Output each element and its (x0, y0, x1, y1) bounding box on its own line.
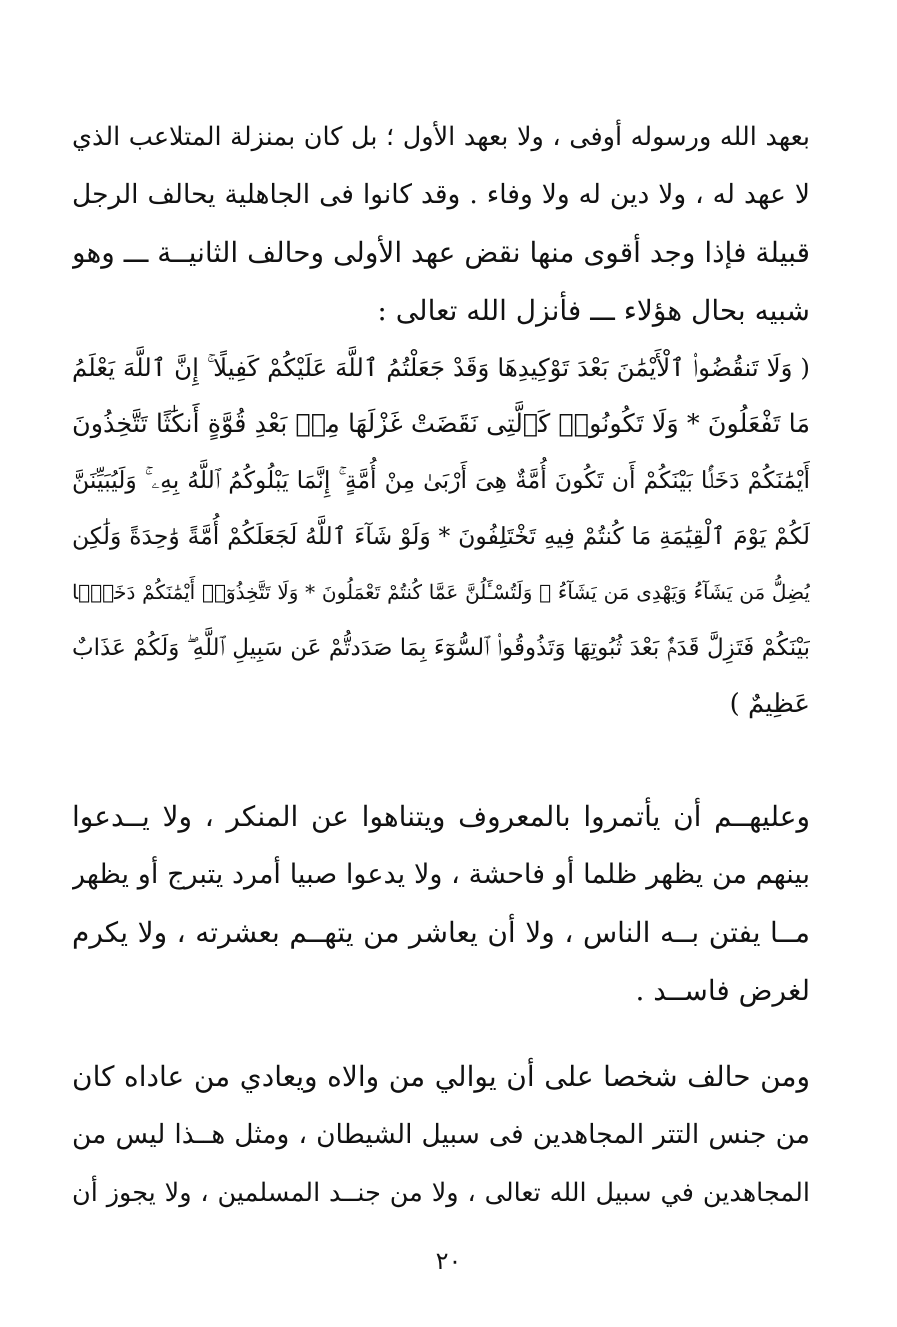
quran-quote (72, 340, 810, 732)
text-line: من جنس التتر المجاهدين فى سبيل الشيطان ، ومثل هــذا ليس من (72, 1119, 810, 1150)
text-line: لغرض فاســد . (635, 974, 810, 1007)
paragraph-1 (72, 108, 810, 340)
text-line: لا عهد له ، ولا دين له ولا وفاء . وقد كانوا فى الجاهلية يحالف الرجل (72, 179, 810, 210)
quran-line: ( وَلَا تَنقُضُوا۟ ٱلْأَيْمَٰنَ بَعْدَ تَوْكِيدِهَا وَقَدْ جَعَلْتُمُ ٱللَّهَ عَلَيْكُمْ كَفِيلًا ۚ إِنَّ ٱللَّهَ يَعْلَمُ (72, 353, 810, 382)
paragraph-2 (72, 788, 810, 1020)
text-line: قبيلة فإذا وجد أقوى منها نقض عهد الأولى وحالف الثانيــة ـــ وهو (72, 236, 810, 269)
text-line: وعليهــم أن يأتمروا بالمعروف ويتناهوا عن المنكر ، ولا يــدعوا (72, 800, 810, 833)
text-line: شبيه بحال هؤلاء ـــ فأنزل الله تعالى : (377, 294, 810, 327)
quran-line: أَيْمَٰنَكُمْ دَخَلًۢا بَيْنَكُمْ أَن تَكُونَ أُمَّةٌ هِىَ أَرْبَىٰ مِنْ أُمَّةٍ ۚ إِنَّمَا يَبْلُوكُمُ ٱللَّهُ بِهِۦ ۚ وَلَيُبَيِّنَنَّ (72, 466, 810, 494)
quran-line: يُضِلُّ مَن يَشَآءُ وَيَهْدِى مَن يَشَآءُ ۚ وَلَتُسْـَٔلُنَّ عَمَّا كُنتُمْ تَعْمَلُونَ * وَلَا تَتَّخِذُوٓا۟ أَيْمَٰنَكُمْ دَخَلًۢا (72, 580, 810, 604)
quran-line: عَظِيمٌ ) (729, 689, 810, 719)
quran-line: مَا تَفْعَلُونَ * وَلَا تَكُونُوا۟ كَٱلَّتِى نَقَضَتْ غَزْلَهَا مِنۢ بَعْدِ قُوَّةٍ أَنكَٰثًا تَتَّخِذُونَ (72, 409, 810, 439)
text-line: بينهم من يظهر ظلما أو فاحشة ، ولا يدعوا صبيا أمرد يتبرج أو يظهر (72, 859, 810, 890)
text-line: مــا يفتن بــه الناس ، ولا أن يعاشر من يتهــم بعشرته ، ولا يكرم (72, 916, 810, 949)
paragraph-3 (72, 1048, 810, 1222)
page-number: ٢٠ (435, 1247, 462, 1275)
quran-line: لَكُمْ يَوْمَ ٱلْقِيَٰمَةِ مَا كُنتُمْ فِيهِ تَخْتَلِفُونَ * وَلَوْ شَآءَ ٱللَّهُ لَجَعَلَكُمْ أُمَّةً وَٰحِدَةً وَلَٰكِن (72, 522, 810, 550)
quran-line: بَيْنَكُمْ فَتَزِلَّ قَدَمٌۢ بَعْدَ ثُبُوتِهَا وَتَذُوقُوا۟ ٱلسُّوٓءَ بِمَا صَدَدتُّمْ عَن سَبِيلِ ٱللَّهِ ۖ وَلَكُمْ عَذَابٌ (72, 635, 810, 661)
text-line: ومن حالف شخصا على أن يوالي من والاه ويعادي من عاداه كان (72, 1060, 810, 1093)
text-line: بعهد الله ورسوله أوفى ، ولا بعهد الأول ؛ بل كان بمنزلة المتلاعب الذي (72, 122, 810, 152)
text-line: المجاهدين في سبيل الله تعالى ، ولا من جنــد المسلمين ، ولا يجوز أن (72, 1178, 810, 1208)
